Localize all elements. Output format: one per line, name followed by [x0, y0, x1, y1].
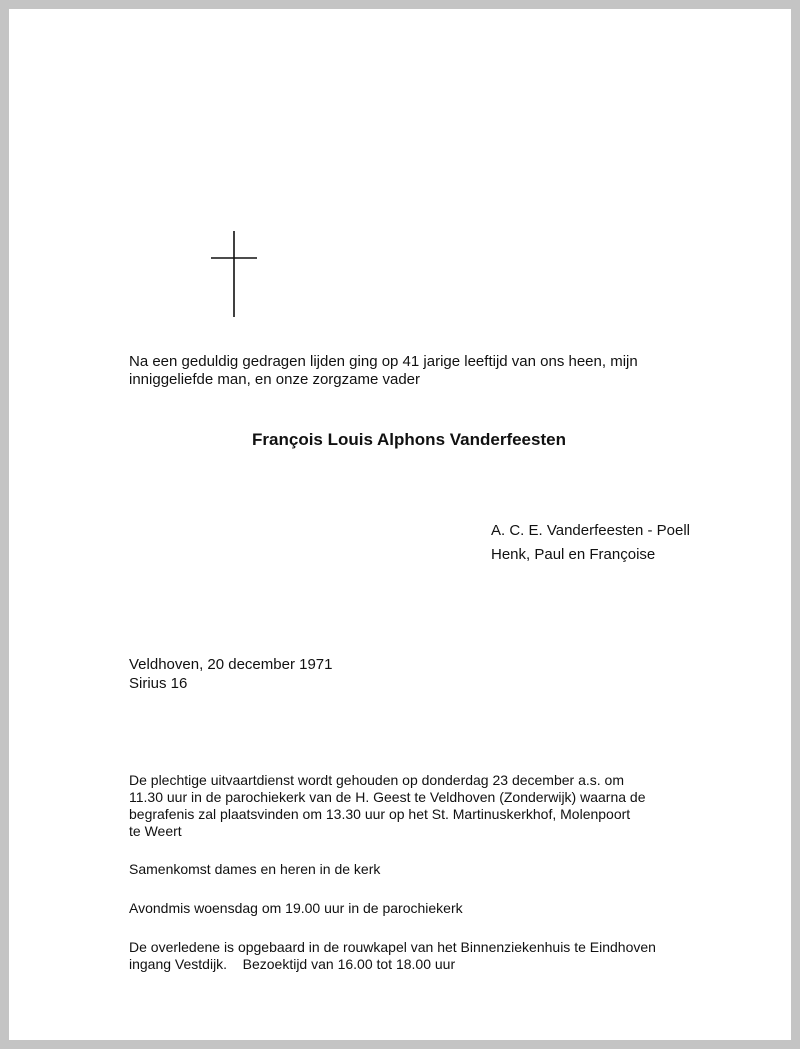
intro-text: [129, 353, 729, 389]
family-line-1: A. C. E. Vanderfeesten - Poell: [491, 522, 690, 539]
service-line-2: 11.30 uur in de parochiekerk van de H. Geest te Veldhoven (Zonderwijk) waarna de: [129, 789, 646, 805]
intro-line-2: inniggeliefde man, en onze zorgzame vader: [129, 371, 421, 388]
viewing-line-1: De overledene is opgebaard in de rouwkapel van het Binnenziekenhuis te Eindhoven: [129, 939, 656, 955]
cross-icon: [211, 231, 257, 317]
evening-mass-text: Avondmis woensdag om 19.00 uur in de parochiekerk: [129, 900, 463, 916]
service-line-1: De plechtige uitvaartdienst wordt gehouden op donderdag 23 december a.s. om: [129, 772, 624, 788]
viewing-line-2: ingang Vestdijk. Bezoektijd van 16.00 tot 18.00 uur: [129, 956, 456, 972]
place-line-2: Sirius 16: [129, 675, 188, 692]
family-names: [491, 519, 690, 567]
family-line-2: Henk, Paul en Françoise: [491, 546, 656, 563]
deceased-name: François Louis Alphons Vanderfeesten: [252, 430, 566, 449]
service-line-3: begrafenis zal plaatsvinden om 13.30 uur op het St. Martinuskerkhof, Molenpoort: [129, 806, 631, 822]
place-date: [129, 655, 333, 693]
gathering-text: Samenkomst dames en heren in de kerk: [129, 861, 381, 877]
funeral-service-text: [129, 772, 709, 840]
intro-line-1: Na een geduldig gedragen lijden ging op 41 jarige leeftijd van ons heen, mijn: [129, 353, 638, 370]
viewing-text: [129, 939, 719, 973]
service-line-4: te Weert: [129, 823, 182, 839]
place-line-1: Veldhoven, 20 december 1971: [129, 656, 333, 673]
